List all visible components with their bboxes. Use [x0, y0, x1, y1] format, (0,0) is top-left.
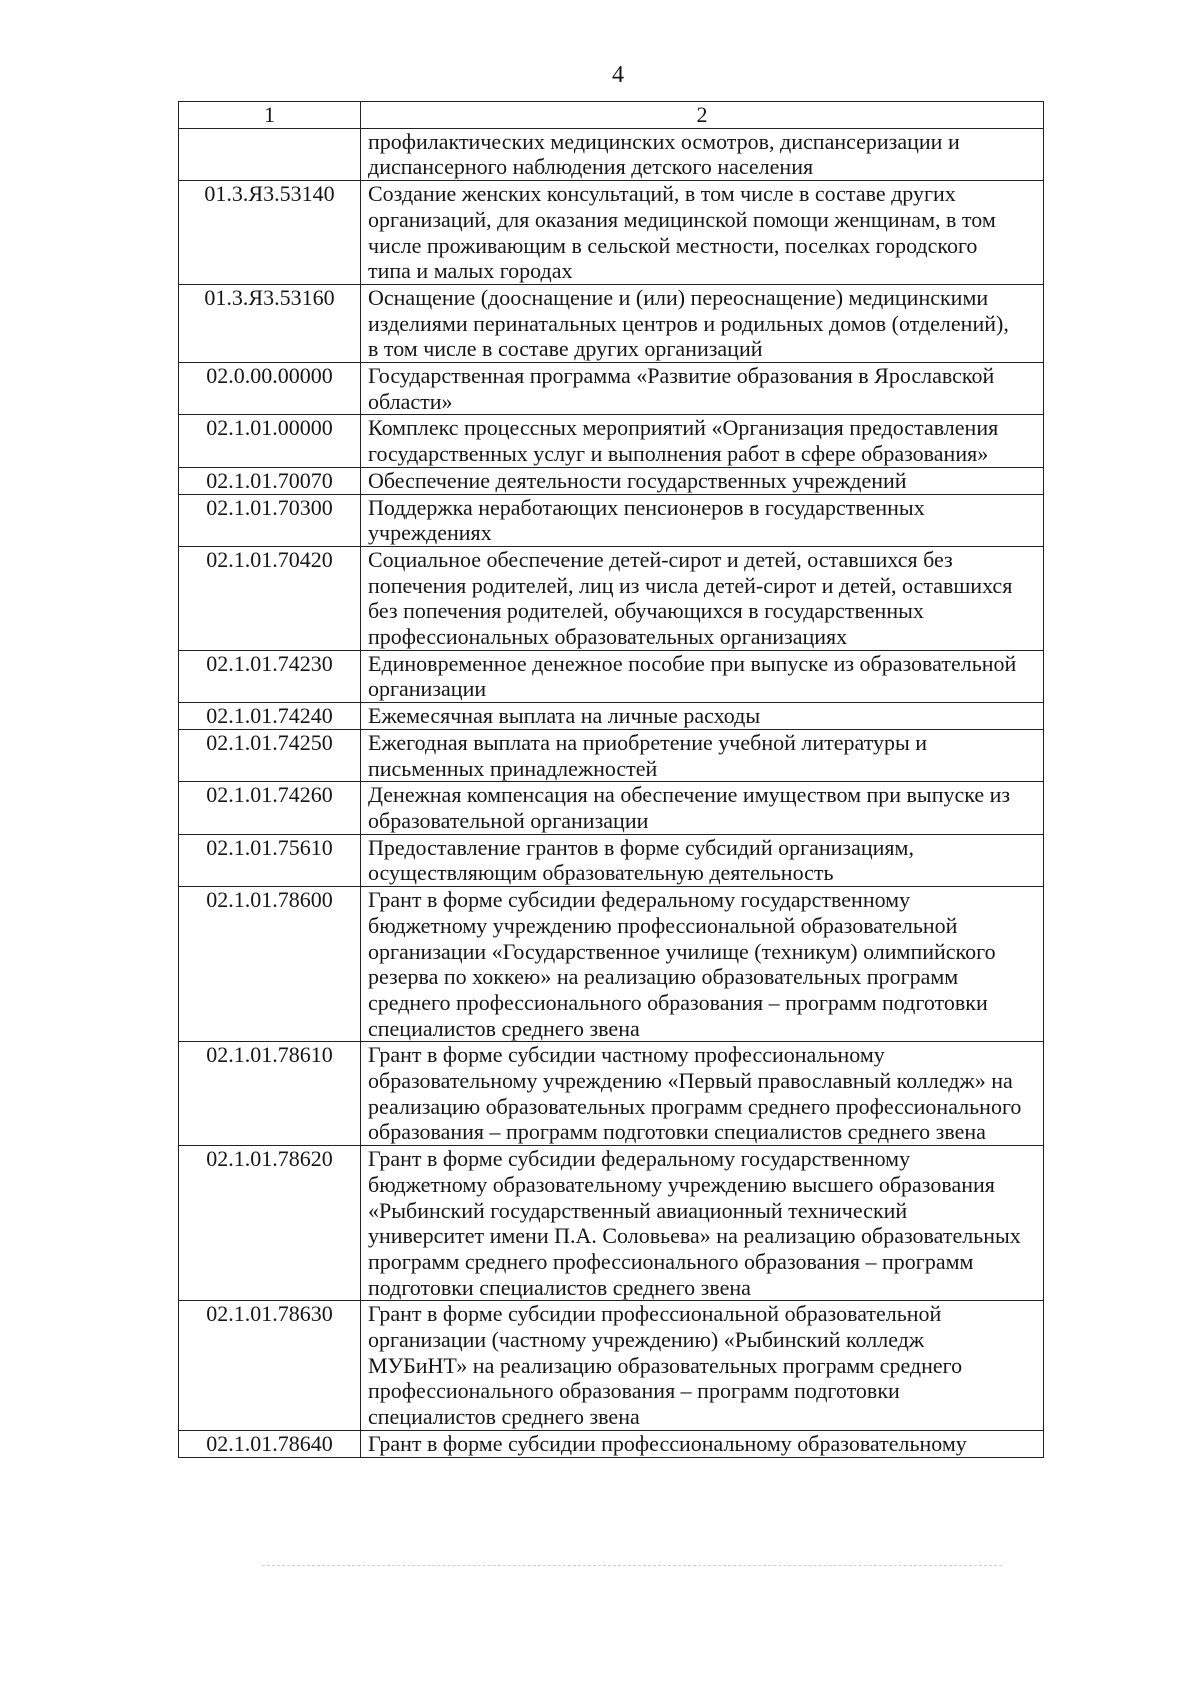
description-line: учреждениях	[368, 520, 492, 546]
description-line: организации	[368, 676, 487, 702]
row-code: 02.1.01.78600	[179, 887, 361, 1042]
description-line: числе проживающим в сельской местности, поселках городского	[368, 232, 978, 258]
description-line: Грант в форме субсидии частному профессиональному	[368, 1042, 885, 1068]
row-description	[361, 467, 1044, 494]
description-line: письменных принадлежностей	[368, 755, 658, 781]
row-code: 02.1.01.74240	[179, 703, 361, 730]
column-header-description: 2	[361, 102, 1044, 129]
description-line: организаций, для оказания медицинской помощи женщинам, в том	[368, 206, 996, 232]
row-description	[361, 546, 1044, 650]
table-row	[179, 181, 1044, 285]
row-description	[361, 703, 1044, 730]
description-line: изделиями перинатальных центров и родильных домов (отделений),	[368, 310, 1009, 336]
table-row	[179, 128, 1044, 180]
row-code: 02.0.00.00000	[179, 363, 361, 415]
description-line: бюджетному образовательному учреждению высшего образования	[368, 1171, 995, 1197]
row-code: 02.1.01.78610	[179, 1042, 361, 1146]
table-row	[179, 1430, 1044, 1457]
row-description	[361, 494, 1044, 546]
table-row	[179, 729, 1044, 781]
description-line: Грант в форме субсидии федеральному государственному	[368, 887, 911, 913]
table-row	[179, 546, 1044, 650]
table-row	[179, 782, 1044, 834]
row-description	[361, 1146, 1044, 1301]
description-line: Ежемесячная выплата на личные расходы	[368, 703, 761, 729]
description-line: осуществляющим образовательную деятельность	[368, 860, 834, 886]
description-line: профилактических медицинских осмотров, диспансеризации и	[368, 128, 960, 154]
description-line: специалистов среднего звена	[368, 1404, 640, 1430]
row-description	[361, 782, 1044, 834]
row-description	[361, 415, 1044, 467]
description-line: «Рыбинский государственный авиационный технический	[368, 1197, 908, 1223]
row-code: 02.1.01.70300	[179, 494, 361, 546]
description-line: в том числе в составе других организаций	[368, 336, 763, 362]
description-line: программ среднего профессионального образования – программ	[368, 1248, 974, 1274]
table-row	[179, 467, 1044, 494]
description-line: Денежная компенсация на обеспечение имуществом при выпуске из	[368, 782, 1011, 808]
row-code: 01.3.Я3.53160	[179, 284, 361, 362]
scan-artifact-line	[262, 1565, 1002, 1566]
row-code	[179, 128, 361, 180]
description-line: Предоставление грантов в форме субсидий организациям,	[368, 834, 914, 860]
description-line: образовательной организации	[368, 807, 649, 833]
description-line: Грант в форме субсидии федеральному государственному	[368, 1146, 911, 1172]
description-line: государственных услуг и выполнения работ в сфере образования»	[368, 441, 989, 467]
description-line: профессионального образования – программ подготовки	[368, 1378, 900, 1404]
description-line: Социальное обеспечение детей-сирот и детей, оставшихся без	[368, 546, 953, 572]
row-code: 02.1.01.74230	[179, 650, 361, 702]
table-row	[179, 284, 1044, 362]
table-row	[179, 363, 1044, 415]
row-description	[361, 650, 1044, 702]
description-line: среднего профессионального образования – программ подготовки	[368, 989, 988, 1015]
description-line: без попечения родителей, обучающихся в государственных	[368, 598, 924, 624]
row-code: 02.1.01.70070	[179, 467, 361, 494]
description-line: типа и малых городах	[368, 258, 573, 284]
description-line: Грант в форме субсидии профессиональному образовательному	[368, 1430, 967, 1456]
description-line: резерва по хоккею» на реализацию образовательных программ	[368, 964, 959, 990]
table-row	[179, 1301, 1044, 1431]
table-header-row	[179, 102, 1044, 129]
column-header-code: 1	[179, 102, 361, 129]
description-line: профессиональных образовательных организациях	[368, 624, 848, 650]
description-line: образовательному учреждению «Первый православный колледж» на	[368, 1068, 1013, 1094]
row-code: 02.1.01.74250	[179, 729, 361, 781]
row-description	[361, 128, 1044, 180]
description-line: подготовки специалистов среднего звена	[368, 1274, 751, 1300]
description-line: Грант в форме субсидии профессиональной образовательной	[368, 1301, 942, 1327]
description-line: Комплекс процессных мероприятий «Организация предоставления	[368, 415, 999, 441]
row-description	[361, 1042, 1044, 1146]
description-line: реализацию образовательных программ среднего профессионального	[368, 1093, 1022, 1119]
row-description	[361, 1430, 1044, 1457]
row-description	[361, 887, 1044, 1042]
table-row	[179, 703, 1044, 730]
table-row	[179, 415, 1044, 467]
page-number: 4	[612, 62, 624, 88]
row-code: 02.1.01.00000	[179, 415, 361, 467]
description-line: университет имени П.А. Соловьева» на реализацию образовательных	[368, 1223, 1021, 1249]
table-body	[179, 102, 1044, 1458]
description-line: бюджетному учреждению профессиональной образовательной	[368, 912, 958, 938]
row-code: 02.1.01.78630	[179, 1301, 361, 1431]
row-code: 02.1.01.74260	[179, 782, 361, 834]
row-description	[361, 1301, 1044, 1431]
row-code: 02.1.01.78640	[179, 1430, 361, 1457]
row-code: 02.1.01.70420	[179, 546, 361, 650]
table-row	[179, 650, 1044, 702]
description-line: диспансерного наблюдения детского населения	[368, 154, 814, 180]
description-line: Обеспечение деятельности государственных учреждений	[368, 467, 907, 493]
description-line: Поддержка неработающих пенсионеров в государственных	[368, 494, 925, 520]
description-line: образования – программ подготовки специалистов среднего звена	[368, 1119, 986, 1145]
table-row	[179, 834, 1044, 886]
description-line: специалистов среднего звена	[368, 1015, 640, 1041]
row-description	[361, 181, 1044, 285]
description-line: МУБиНТ» на реализацию образовательных программ среднего	[368, 1352, 963, 1378]
description-line: области»	[368, 388, 453, 414]
row-description	[361, 729, 1044, 781]
description-line: Государственная программа «Развитие образования в Ярославской	[368, 363, 995, 389]
table-row	[179, 1146, 1044, 1301]
table-row	[179, 494, 1044, 546]
row-code: 01.3.Я3.53140	[179, 181, 361, 285]
description-line: Оснащение (дооснащение и (или) переоснащение) медицинскими	[368, 284, 989, 310]
description-line: организации (частному учреждению) «Рыбинский колледж	[368, 1327, 925, 1353]
description-line: организации «Государственное училище (техникум) олимпийского	[368, 938, 996, 964]
row-description	[361, 363, 1044, 415]
row-code: 02.1.01.75610	[179, 834, 361, 886]
budget-code-table	[178, 101, 1044, 1458]
row-code: 02.1.01.78620	[179, 1146, 361, 1301]
row-description	[361, 834, 1044, 886]
description-line: Ежегодная выплата на приобретение учебной литературы и	[368, 729, 928, 755]
description-line: Создание женских консультаций, в том числе в составе других	[368, 181, 956, 207]
description-line: Единовременное денежное пособие при выпуске из образовательной	[368, 650, 1017, 676]
description-line: попечения родителей, лиц из числа детей-сирот и детей, оставшихся	[368, 572, 1013, 598]
table-row	[179, 1042, 1044, 1146]
table-row	[179, 887, 1044, 1042]
row-description	[361, 284, 1044, 362]
